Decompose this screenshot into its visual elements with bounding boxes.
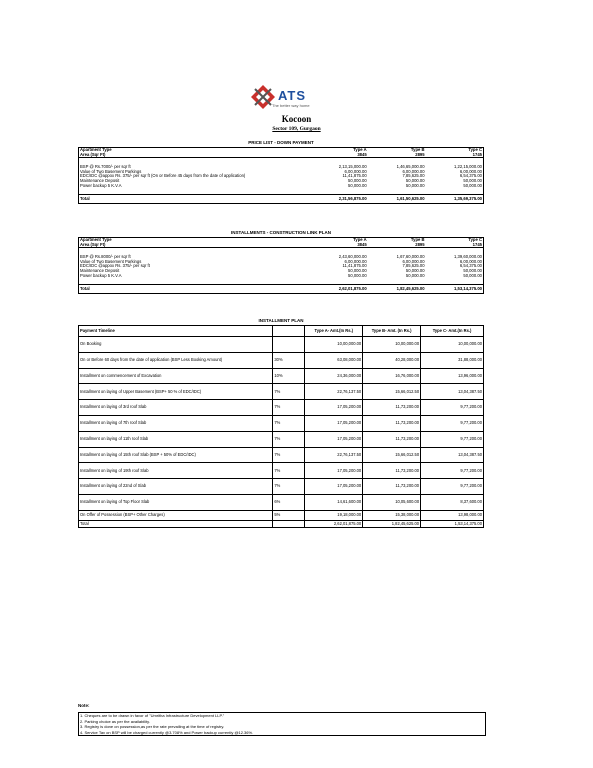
installment-plan-heading: INSTALLMENT PLAN [258,318,304,323]
row-label: Installment on laying of 7th roof Slab [79,415,273,431]
total-type-c: 1,53,14,375.00 [421,520,484,527]
row-percent: 7% [273,400,305,416]
note-item: 1. Cheques are to be drawn in favor of "Umritha Infrastructure Development LLP." [80,713,225,718]
cell-value: 10,00,000.00 [305,337,363,353]
row-label: Power backup 5 K.V.A [80,182,122,188]
cell-value: 6,00,000.00 [344,258,367,264]
table-row [79,510,484,520]
type-c-area: 1745 [472,241,482,247]
row-percent: 7% [273,447,305,463]
type-a-area: 3845 [357,241,367,247]
row-label: Installment on laying of 19th roof Slab [79,463,273,479]
row-label: Maintenance Deposit [80,178,120,184]
total-type-a: 2,62,01,875.00 [338,285,367,291]
table-row [79,368,484,384]
cell-value: 50,000.00 [405,268,425,274]
cell-value: 22,76,137.50 [305,384,363,400]
notes-box [78,712,486,736]
cell-value: 6,00,000.00 [459,258,482,264]
cell-value: 11,73,200.00 [363,415,421,431]
total-label: Total [80,195,90,201]
apartment-type-label: Apartment Type [80,147,112,152]
total-type-a: 2,62,01,875.00 [305,520,363,527]
row-percent: 7% [273,463,305,479]
total-row [79,285,484,294]
row-percent [273,337,305,353]
col-type-b: Type B- Amt. (In Rs.) [363,326,421,337]
type-a-header: Type A [353,237,367,242]
cell-value: 17,05,200.00 [305,479,363,495]
row-label: Value of Two Basement Parkings [80,258,142,264]
type-b-area: 2895 [415,241,425,247]
cell-value: 16,76,000.00 [363,368,421,384]
cell-value: 17,05,200.00 [305,400,363,416]
area-label: Area (Sqr Ft) [80,241,106,247]
cell-value: 6,54,375.00 [459,263,482,269]
note-item: 3. Registry is done on possession,as per the rate prevailing at the time of registry. [80,724,225,729]
cell-value: 11,73,200.00 [363,463,421,479]
col-type-c: Type C- Amt.(In Rs.) [421,326,484,337]
note-item: 4. Service Tax on BSP will be charged currently @3.708% and Power backup currently @12.36%. [80,729,254,735]
cell-value: 50,000.00 [463,272,482,278]
total-row [79,195,484,204]
row-percent: 7% [273,431,305,447]
type-a-area: 3845 [357,151,367,157]
total-type-c: 1,53,14,375.00 [454,285,482,291]
type-c-header: Type C [468,237,482,242]
cell-value: 10,05,600.00 [363,494,421,510]
table-row [79,337,484,353]
cell-value: 15,66,012.50 [363,384,421,400]
type-c-header: Type C [468,147,482,152]
type-b-header: Type B [410,147,425,152]
cell-value: 14,61,600.00 [305,494,363,510]
cell-value: 1,46,65,000.00 [396,164,425,170]
type-b-header: Type B [410,237,425,242]
cell-value: 50,000.00 [348,182,367,188]
ats-tagline: The better way home [272,103,310,108]
row-label: Installment on laying of Upper Basement (BSP+ 50 % of EDC/IDC) [79,384,273,400]
cell-value: 22,76,137.50 [305,447,363,463]
row-label: Installment on commencement of Excavation [79,368,273,384]
down-payment-table [78,147,484,204]
cell-value: 7,85,625.00 [402,263,425,269]
table-row [79,431,484,447]
row-label: Installment on laying of Top Floor Slab [79,494,273,510]
cell-value: 6,00,000.00 [459,168,482,174]
cell-value: 6,00,000.00 [402,258,425,264]
total-type-c: 1,35,69,375.00 [454,195,482,201]
cell-value: 9,77,200.00 [421,463,484,479]
row-percent: 7% [273,479,305,495]
cell-value: 50,000.00 [405,182,425,188]
cell-value: 6,54,375.00 [459,173,482,179]
table-row [79,494,484,510]
cell-value: 50,000.00 [463,268,482,274]
table-row [79,479,484,495]
row-percent: 10% [273,368,305,384]
cell-value: 17,05,200.00 [305,415,363,431]
cell-value: 50,000.00 [348,268,367,274]
project-location: Sector 109, Gurgaon [272,126,321,132]
table-row [79,238,484,248]
row-label: On Booking [79,337,273,353]
cell-value: 11,41,875.00 [342,173,367,179]
cell-value: 6,00,000.00 [344,168,367,174]
row-label: Installment on laying of 22nd of Slab [79,479,273,495]
cell-value: 6,00,000.00 [402,168,425,174]
ats-brand-text: ATS [278,88,307,103]
total-label: Total [80,285,90,291]
col-percent [273,326,305,337]
cell-value: 50,000.00 [405,178,425,184]
table-row [79,352,484,368]
row-label: BSP @ Rs.7000/- per sqr ft [80,164,131,170]
type-b-area: 2895 [415,151,425,157]
cell-value: 1,67,60,000.00 [396,254,425,260]
row-percent: 5% [273,510,305,520]
row-label: On Offer of Possession (BSP+ Other Charges) [79,510,273,520]
table-row [79,400,484,416]
total-type-b: 1,82,45,625.00 [396,285,425,291]
cell-value: 15,66,012.50 [363,447,421,463]
ats-logo [250,84,342,110]
cell-value: 11,73,200.00 [363,400,421,416]
total-label: Total [79,520,273,527]
construction-plan-heading: INSTALLMENTS - CONSTRUCTION LINK PLAN [231,230,331,235]
table-row [79,447,484,463]
cell-value: 7,85,625.00 [402,173,425,179]
cell-value: 2,13,15,000.00 [338,164,367,170]
construction-plan-table [78,237,484,294]
cell-value: 9,77,200.00 [421,415,484,431]
area-label: Area (Sqr Ft) [80,151,106,157]
cell-value: 50,000.00 [348,272,367,278]
cell-value: 2,43,60,000.00 [338,254,367,260]
cell-value: 31,88,000.00 [421,352,484,368]
col-payment-timeline: Payment Timeline [79,326,273,337]
cell-value: 9,77,200.00 [421,431,484,447]
cell-value: 9,77,200.00 [421,400,484,416]
notes-title: Note: [78,703,90,708]
cell-value: 50,000.00 [348,178,367,184]
cell-value: 11,41,875.00 [342,263,367,269]
apartment-type-label: Apartment Type [80,237,112,242]
cell-value: 15,38,000.00 [363,510,421,520]
cell-value: 1,22,15,000.00 [454,164,482,170]
total-type-a: 2,31,56,875.00 [338,195,367,201]
cell-value: 13,96,000.00 [421,368,484,384]
cell-value: 13,98,000.00 [421,510,484,520]
row-label: EDC/IDC @appox Rs. 375/- per sqr ft [80,263,150,269]
cell-value: 19,18,000.00 [305,510,363,520]
row-percent: 7% [273,415,305,431]
row-percent: 7% [273,384,305,400]
note-item: 2. Parking choice as per the availability. [80,718,150,724]
cell-value: 13,04,387.50 [421,447,484,463]
cell-value: 50,000.00 [405,272,425,278]
cell-value: 17,05,200.00 [305,431,363,447]
table-header-row [79,326,484,337]
cell-value: 11,73,200.00 [363,479,421,495]
row-label: On or Before 60 days from the date of application (BSP Less Booking Amount) [79,352,273,368]
cell-value: 50,000.00 [463,178,482,184]
type-c-area: 1745 [472,151,482,157]
row-label: BSP @ Rs.8000/- per sqr ft [80,254,131,260]
table-row [79,148,484,158]
installment-plan-table [78,325,484,528]
row-label: Maintenance Deposit [80,268,120,274]
row-percent: 30% [273,352,305,368]
cell-value: 11,73,200.00 [363,431,421,447]
row-label: Installment on laying of 3rd roof Slab [79,400,273,416]
cell-value: 63,08,000.00 [305,352,363,368]
row-label: EDC/IDC @appox Rs. 375/- per sqr ft (On or Before 45 days from the date of application) [80,173,246,179]
cell-value: 1,39,60,000.00 [454,254,482,260]
table-row [79,463,484,479]
row-label: Value of Two Basement Parkings [80,168,142,174]
total-row [79,520,484,527]
total-type-b: 1,82,45,625.00 [363,520,421,527]
cell-value: 8,37,600.00 [421,494,484,510]
cell-value: 10,00,000.00 [363,337,421,353]
cell-value: 17,05,200.00 [305,463,363,479]
row-label: Installment on laying of 11th roof Slab [79,431,273,447]
row-label: Installment on laying of 15th roof Slab (BSP + 50% of EDC/IDC) [79,447,273,463]
type-a-header: Type A [353,147,367,152]
project-title: Kocoon [281,114,312,124]
table-row [79,384,484,400]
cell-value: 9,77,200.00 [421,479,484,495]
cell-value: 40,28,000.00 [363,352,421,368]
row-percent: 6% [273,494,305,510]
col-type-a: Type A- Amt.(In Rs.) [305,326,363,337]
cell-value: 10,00,000.00 [421,337,484,353]
cell-value: 50,000.00 [463,182,482,188]
table-row [79,415,484,431]
cell-value: 13,04,387.50 [421,384,484,400]
cell-value: 24,36,000.00 [305,368,363,384]
total-type-b: 1,61,50,625.00 [396,195,425,201]
down-payment-heading: PRICE LIST - DOWN PAYMENT [248,140,314,145]
row-label: Power backup 5 K.V.A [80,272,122,278]
